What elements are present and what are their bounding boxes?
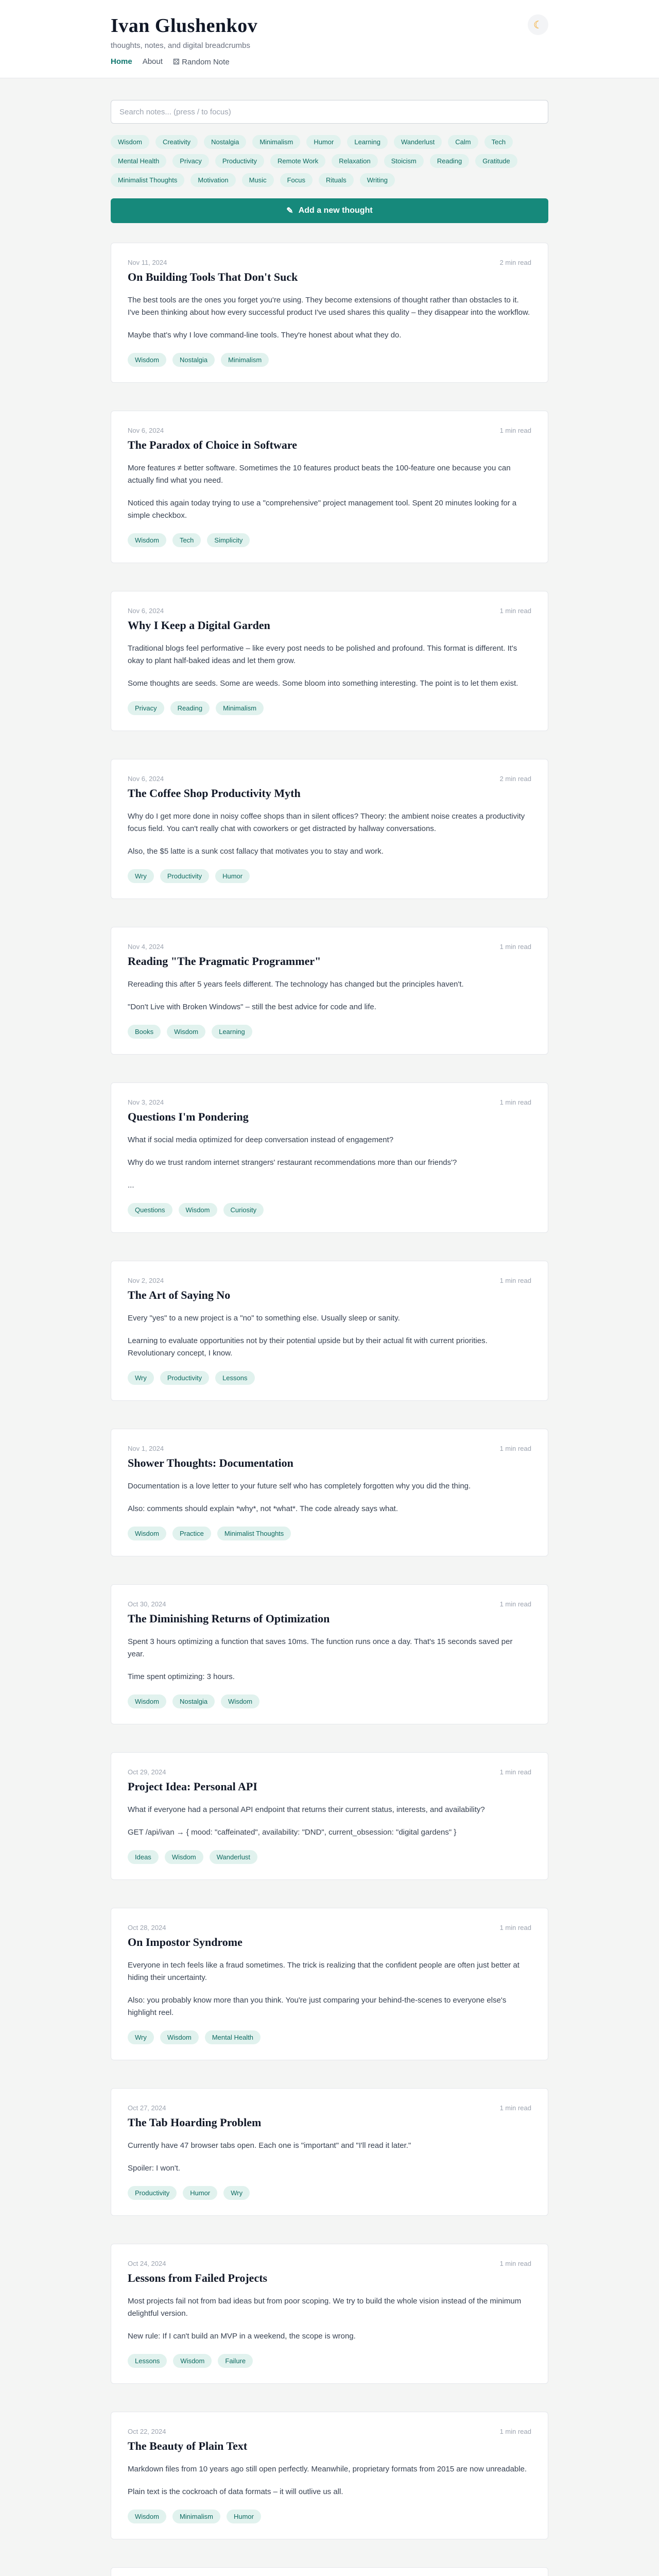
tag-filter-list bbox=[111, 135, 548, 187]
post-tag[interactable]: Simplicity bbox=[207, 533, 250, 547]
post-tag[interactable]: Lessons bbox=[128, 2354, 167, 2368]
post-read-time: 1 min read bbox=[499, 1445, 531, 1452]
post-card bbox=[111, 1584, 548, 1724]
post-tag[interactable]: Minimalism bbox=[221, 353, 269, 367]
post-paragraph: Everyone in tech feels like a fraud sometimes. The trick is realizing that the confident people are often just better at hiding their uncertainty. bbox=[128, 1961, 519, 1982]
tag-filter-chip[interactable]: Wisdom bbox=[111, 135, 149, 149]
tag-filter-chip[interactable]: Calm bbox=[448, 135, 478, 149]
post-date: Nov 6, 2024 bbox=[128, 775, 164, 783]
post-date: Nov 6, 2024 bbox=[128, 427, 164, 434]
post-body bbox=[128, 2295, 531, 2343]
post-meta bbox=[128, 607, 531, 615]
tag-filter-chip[interactable]: Mental Health bbox=[111, 154, 166, 168]
tag-filter-chip[interactable]: Motivation bbox=[190, 173, 235, 187]
post-card bbox=[111, 927, 548, 1055]
post-paragraph: Documentation is a love letter to your future self who has completely forgotten why you did the thing. bbox=[128, 1482, 471, 1490]
post-tag[interactable]: Privacy bbox=[128, 701, 164, 715]
post-tags bbox=[128, 2186, 531, 2200]
add-thought-label: Add a new thought bbox=[298, 206, 373, 215]
post-tag[interactable]: Humor bbox=[183, 2186, 217, 2200]
post-read-time: 1 min read bbox=[499, 2104, 531, 2112]
post-tags bbox=[128, 2510, 531, 2523]
post-date: Nov 11, 2024 bbox=[128, 259, 167, 266]
post-date: Nov 4, 2024 bbox=[128, 943, 164, 951]
nav-random-note-label: Random Note bbox=[182, 58, 230, 66]
post-date: Nov 2, 2024 bbox=[128, 1277, 164, 1284]
post-tag[interactable]: Humor bbox=[227, 2510, 261, 2523]
post-tags bbox=[128, 1694, 531, 1708]
moon-icon: ☾ bbox=[533, 19, 543, 31]
post-paragraph: Why do we trust random internet strangers' restaurant recommendations more than our friends'? bbox=[128, 1158, 457, 1167]
post-paragraph: Every "yes" to a new project is a "no" to something else. Usually sleep or sanity. bbox=[128, 1314, 400, 1323]
post-tag[interactable]: Productivity bbox=[160, 1371, 209, 1385]
post-body bbox=[128, 2140, 531, 2175]
post-title[interactable]: Reading "The Pragmatic Programmer" bbox=[128, 955, 321, 968]
post-tag[interactable]: Books bbox=[128, 1025, 161, 1039]
post-tag[interactable]: Minimalism bbox=[216, 701, 264, 715]
post-paragraph: ... bbox=[128, 1181, 134, 1190]
post-meta bbox=[128, 775, 531, 783]
tag-filter-chip[interactable]: Humor bbox=[306, 135, 341, 149]
post-tags bbox=[128, 2030, 531, 2044]
post-body bbox=[128, 294, 531, 342]
post-tag[interactable]: Curiosity bbox=[223, 1203, 264, 1217]
post-meta bbox=[128, 2260, 531, 2267]
post-meta bbox=[128, 1924, 531, 1931]
post-tag[interactable]: Productivity bbox=[128, 2186, 177, 2200]
post-paragraph: Most projects fail not from bad ideas but from poor scoping. We try to build the whole vision instead of the minimum delightful version. bbox=[128, 2297, 522, 2318]
post-tag[interactable]: Wisdom bbox=[128, 533, 166, 547]
post-title[interactable]: Project Idea: Personal API bbox=[128, 1780, 257, 1793]
post-tag[interactable]: Wry bbox=[128, 869, 154, 883]
post-paragraph: Learning to evaluate opportunities not by their potential upside but by their actual fit with current priorities. Revolutionary concept, I know. bbox=[128, 1336, 488, 1358]
post-meta bbox=[128, 1098, 531, 1106]
post-paragraph: Plain text is the cockroach of data formats – it will outlive us all. bbox=[128, 2487, 343, 2496]
post-card bbox=[111, 759, 548, 899]
post-title[interactable]: The Tab Hoarding Problem bbox=[128, 2116, 262, 2129]
post-title[interactable]: The Coffee Shop Productivity Myth bbox=[128, 787, 301, 800]
post-card bbox=[111, 1429, 548, 1556]
post-tag[interactable]: Questions bbox=[128, 1203, 172, 1217]
post-tag[interactable]: Productivity bbox=[160, 869, 209, 883]
post-paragraph: Rereading this after 5 years feels different. The technology has changed but the principles haven't. bbox=[128, 980, 464, 989]
site-title[interactable]: Ivan Glushenkov bbox=[111, 15, 258, 37]
post-body bbox=[128, 1636, 531, 1683]
post-tag[interactable]: Wisdom bbox=[165, 1850, 203, 1864]
post-card bbox=[111, 1752, 548, 1880]
post-paragraph: "Don't Live with Broken Windows" – still the best advice for code and life. bbox=[128, 1003, 376, 1011]
tag-filter-chip[interactable]: Rituals bbox=[319, 173, 354, 187]
post-tag[interactable]: Minimalist Thoughts bbox=[217, 1527, 291, 1540]
post-paragraph: Some thoughts are seeds. Some are weeds. Some bloom into something interesting. The point is to let them exist. bbox=[128, 679, 518, 688]
post-tag[interactable]: Wry bbox=[128, 1371, 154, 1385]
post-read-time: 1 min read bbox=[499, 1600, 531, 1608]
post-date: Oct 24, 2024 bbox=[128, 2260, 166, 2267]
tag-filter-chip[interactable]: Wanderlust bbox=[394, 135, 442, 149]
post-meta bbox=[128, 1768, 531, 1776]
post-paragraph: Also: you probably know more than you think. You're just comparing your behind-the-scenes to everyone else's highlight reel. bbox=[128, 1996, 507, 2017]
post-body bbox=[128, 1480, 531, 1515]
tag-filter-chip[interactable]: Learning bbox=[347, 135, 388, 149]
site-tagline: thoughts, notes, and digital breadcrumbs bbox=[111, 41, 251, 50]
main-content bbox=[111, 78, 548, 2576]
post-body bbox=[128, 978, 531, 1013]
post-read-time: 1 min read bbox=[499, 427, 531, 434]
post-read-time: 1 min read bbox=[499, 1924, 531, 1931]
post-body bbox=[128, 1312, 531, 1360]
post-paragraph: The best tools are the ones you forget you're using. They become extensions of thought rather than obstacles to it. I've been thinking about how every successful product I've used shares this quality – they disappear into the workflow. bbox=[128, 296, 530, 317]
post-paragraph: Maybe that's why I love command-line tools. They're honest about what they do. bbox=[128, 331, 402, 340]
tag-filter-chip[interactable]: Productivity bbox=[215, 154, 264, 168]
post-tags bbox=[128, 1371, 531, 1385]
tag-filter-chip[interactable]: Minimalist Thoughts bbox=[111, 173, 184, 187]
post-tags bbox=[128, 869, 531, 883]
post-tag[interactable]: Practice bbox=[172, 1527, 211, 1540]
main-nav bbox=[111, 57, 548, 66]
post-meta bbox=[128, 427, 531, 434]
post-tag[interactable]: Wisdom bbox=[167, 1025, 205, 1039]
post-date: Nov 1, 2024 bbox=[128, 1445, 164, 1452]
post-read-time: 1 min read bbox=[499, 2260, 531, 2267]
post-paragraph: Traditional blogs feel performative – like every post needs to be polished and profound. This format is different. It's okay to plant half-baked ideas and let them grow. bbox=[128, 644, 517, 665]
tag-filter-chip[interactable]: Remote Work bbox=[270, 154, 325, 168]
post-title[interactable]: Lessons from Failed Projects bbox=[128, 2272, 268, 2284]
post-date: Oct 22, 2024 bbox=[128, 2428, 166, 2435]
post-date: Oct 29, 2024 bbox=[128, 1768, 166, 1776]
post-tag[interactable]: Lessons bbox=[215, 1371, 254, 1385]
post-card bbox=[111, 2412, 548, 2539]
post-card bbox=[111, 243, 548, 383]
post-body bbox=[128, 462, 531, 522]
tag-filter-chip[interactable]: Minimalism bbox=[252, 135, 300, 149]
post-card bbox=[111, 1082, 548, 1233]
tag-filter-chip[interactable]: Relaxation bbox=[332, 154, 377, 168]
post-tag[interactable]: Ideas bbox=[128, 1850, 159, 1864]
post-date: Oct 30, 2024 bbox=[128, 1600, 166, 1608]
post-tags bbox=[128, 701, 531, 715]
post-read-time: 1 min read bbox=[499, 1768, 531, 1776]
post-tag[interactable]: Wisdom bbox=[128, 353, 166, 367]
post-tag[interactable]: Nostalgia bbox=[172, 1694, 215, 1708]
tag-filter-chip[interactable]: Nostalgia bbox=[204, 135, 246, 149]
post-title[interactable]: On Impostor Syndrome bbox=[128, 1936, 242, 1948]
post-meta bbox=[128, 1600, 531, 1608]
post-tag[interactable]: Failure bbox=[218, 2354, 253, 2368]
post-paragraph: Noticed this again today trying to use a "comprehensive" project management tool. Spent 20 minutes looking for a simple checkbox. bbox=[128, 499, 517, 520]
post-paragraph: What if social media optimized for deep conversation instead of engagement? bbox=[128, 1136, 394, 1144]
post-tags bbox=[128, 1025, 531, 1039]
post-date: Oct 28, 2024 bbox=[128, 1924, 166, 1931]
post-paragraph: Also, the $5 latte is a sunk cost fallacy that motivates you to stay and work. bbox=[128, 847, 384, 856]
pencil-icon: ✎ bbox=[286, 207, 293, 215]
post-tag[interactable]: Nostalgia bbox=[172, 353, 215, 367]
post-tag[interactable]: Wisdom bbox=[179, 1203, 217, 1217]
post-paragraph: New rule: If I can't build an MVP in a weekend, the scope is wrong. bbox=[128, 2332, 356, 2341]
post-paragraph: GET /api/ivan → { mood: "caffeinated", availability: "DND", current_obsession: "digital gardens" } bbox=[128, 1828, 457, 1837]
post-read-time: 1 min read bbox=[499, 1098, 531, 1106]
post-tag[interactable]: Wry bbox=[223, 2186, 250, 2200]
tag-filter-chip[interactable]: Privacy bbox=[172, 154, 209, 168]
post-date: Oct 27, 2024 bbox=[128, 2104, 166, 2112]
post-meta bbox=[128, 1277, 531, 1284]
post-meta bbox=[128, 259, 531, 266]
post-card bbox=[111, 2088, 548, 2216]
post-card bbox=[111, 411, 548, 563]
add-thought-button[interactable] bbox=[111, 198, 548, 223]
post-meta bbox=[128, 1445, 531, 1452]
post-tag[interactable]: Humor bbox=[215, 869, 250, 883]
post-tags bbox=[128, 1203, 531, 1217]
post-title[interactable]: The Art of Saying No bbox=[128, 1289, 231, 1301]
post-tags bbox=[128, 2354, 531, 2368]
post-read-time: 2 min read bbox=[499, 259, 531, 266]
post-paragraph: Spent 3 hours optimizing a function that saves 10ms. The function runs once a day. That's 15 seconds saved per year. bbox=[128, 1637, 513, 1658]
tag-filter-chip[interactable]: Gratitude bbox=[475, 154, 517, 168]
post-paragraph: Also: comments should explain *why*, not *what*. The code already says what. bbox=[128, 1504, 398, 1513]
post-title[interactable]: The Diminishing Returns of Optimization bbox=[128, 1612, 330, 1625]
post-read-time: 1 min read bbox=[499, 607, 531, 615]
post-card bbox=[111, 591, 548, 731]
post-meta bbox=[128, 943, 531, 951]
post-title[interactable]: Questions I'm Pondering bbox=[128, 1110, 249, 1123]
theme-toggle-button[interactable] bbox=[528, 14, 548, 35]
post-tags bbox=[128, 533, 531, 547]
post-date: Nov 3, 2024 bbox=[128, 1098, 164, 1106]
post-card bbox=[111, 2244, 548, 2384]
tag-filter-chip[interactable]: Music bbox=[242, 173, 274, 187]
tag-filter-chip[interactable]: Focus bbox=[280, 173, 313, 187]
post-card bbox=[111, 1261, 548, 1401]
post-paragraph: Markdown files from 10 years ago still open perfectly. Meanwhile, proprietary formats from 2015 are now unreadable. bbox=[128, 2465, 527, 2473]
post-tags bbox=[128, 1850, 531, 1864]
search-input[interactable] bbox=[111, 100, 548, 124]
post-read-time: 1 min read bbox=[499, 2428, 531, 2435]
post-card bbox=[111, 2567, 548, 2576]
post-body bbox=[128, 642, 531, 690]
post-title[interactable]: The Beauty of Plain Text bbox=[128, 2439, 248, 2452]
post-tag[interactable]: Wry bbox=[128, 2030, 154, 2044]
post-tag[interactable]: Wisdom bbox=[128, 1694, 166, 1708]
post-tags bbox=[128, 353, 531, 367]
nav-random-note[interactable] bbox=[173, 57, 230, 66]
post-read-time: 1 min read bbox=[499, 1277, 531, 1284]
post-paragraph: Why do I get more done in noisy coffee shops than in silent offices? Theory: the ambient noise creates a productivity focus field. You can't really chat with coworkers or get distracted by hallway conversations. bbox=[128, 812, 525, 833]
post-paragraph: Spoiler: I won't. bbox=[128, 2164, 181, 2173]
post-body bbox=[128, 2463, 531, 2498]
post-tag[interactable]: Wisdom bbox=[160, 2030, 199, 2044]
post-tag[interactable]: Reading bbox=[170, 701, 210, 715]
post-read-time: 1 min read bbox=[499, 943, 531, 951]
post-title[interactable]: The Paradox of Choice in Software bbox=[128, 438, 297, 451]
post-date: Nov 6, 2024 bbox=[128, 607, 164, 615]
post-tag[interactable]: Wisdom bbox=[128, 1527, 166, 1540]
post-tags bbox=[128, 1527, 531, 1540]
tag-filter-chip[interactable]: Writing bbox=[360, 173, 395, 187]
dice-icon: ⚄ bbox=[172, 58, 182, 66]
tag-filter-chip[interactable]: Tech bbox=[484, 135, 513, 149]
post-paragraph: Currently have 47 browser tabs open. Each one is "important" and "I'll read it later." bbox=[128, 2141, 411, 2150]
post-meta bbox=[128, 2428, 531, 2435]
post-read-time: 2 min read bbox=[499, 775, 531, 783]
post-title[interactable]: On Building Tools That Don't Suck bbox=[128, 270, 298, 283]
post-tag[interactable]: Wanderlust bbox=[210, 1850, 257, 1864]
post-tag[interactable]: Mental Health bbox=[205, 2030, 261, 2044]
post-paragraph: More features ≠ better software. Sometimes the 10 features product beats the 100-feature one because you can actually find what you need. bbox=[128, 464, 511, 485]
post-list bbox=[111, 243, 548, 2576]
post-paragraph: Time spent optimizing: 3 hours. bbox=[128, 1672, 235, 1681]
post-tag[interactable]: Tech bbox=[172, 533, 201, 547]
post-body bbox=[128, 1959, 531, 2019]
post-body bbox=[128, 1134, 531, 1192]
post-tag[interactable]: Wisdom bbox=[128, 2510, 166, 2523]
post-body bbox=[128, 810, 531, 858]
tag-filter-chip[interactable]: Stoicism bbox=[384, 154, 424, 168]
post-tag[interactable]: Wisdom bbox=[221, 1694, 259, 1708]
post-paragraph: What if everyone had a personal API endpoint that returns their current status, interests, and availability? bbox=[128, 1805, 485, 1814]
post-meta bbox=[128, 2104, 531, 2112]
site-header bbox=[0, 0, 659, 78]
tag-filter-chip[interactable]: Reading bbox=[430, 154, 469, 168]
nav-about[interactable]: About bbox=[142, 57, 163, 66]
nav-home[interactable]: Home bbox=[111, 57, 132, 66]
post-tag[interactable]: Wisdom bbox=[173, 2354, 212, 2368]
post-body bbox=[128, 1804, 531, 1839]
post-title[interactable]: Why I Keep a Digital Garden bbox=[128, 619, 270, 632]
tag-filter-chip[interactable]: Creativity bbox=[155, 135, 198, 149]
post-card bbox=[111, 1908, 548, 2060]
post-tag[interactable]: Minimalism bbox=[172, 2510, 220, 2523]
post-title[interactable]: Shower Thoughts: Documentation bbox=[128, 1456, 293, 1469]
post-tag[interactable]: Learning bbox=[212, 1025, 252, 1039]
